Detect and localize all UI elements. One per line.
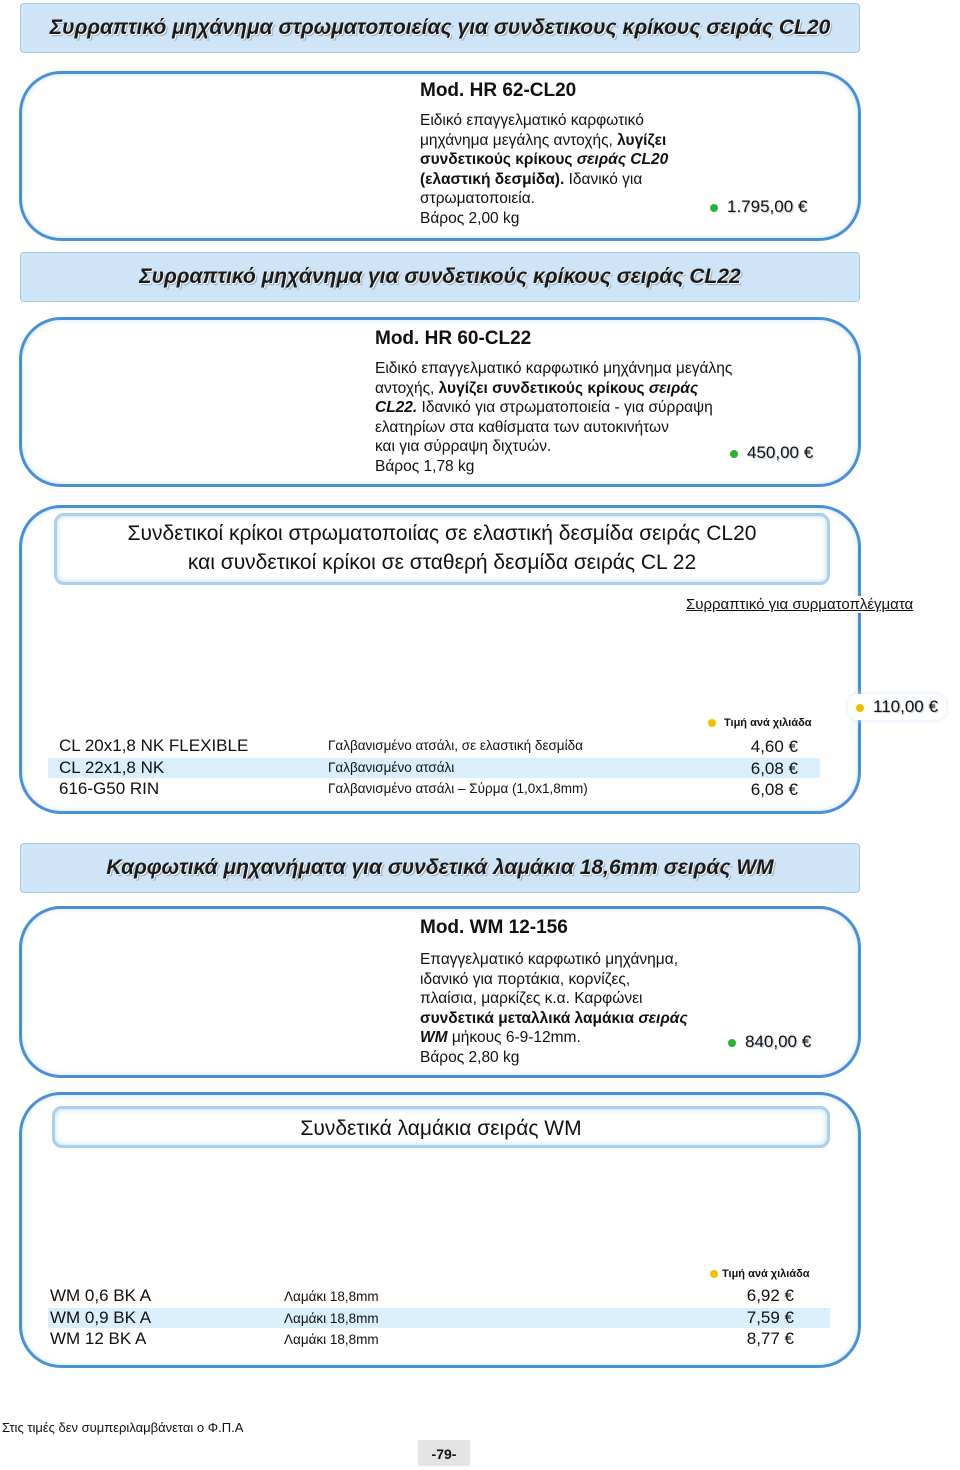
section-header-cl20-machine [20, 3, 860, 53]
product-weight: Βάρος 2,00 kg [420, 209, 520, 227]
product-model: Mod. WM 12-156 [420, 917, 568, 938]
product-price: 1.795,00 € [710, 197, 807, 217]
product-description: Επαγγελματικό καρφωτικό μηχάνημα, ιδανικό για πορτάκια, κορνίζες, πλαίσια, μαρκίζες κ.α. Καρφώνει συνδετικά μεταλλικά λαμάκια σειράς WM μήκους 6-9-12mm. Βάρος 2,80 kg [420, 950, 730, 1067]
bullet-icon [708, 719, 716, 727]
clips-header [52, 1106, 830, 1148]
section-header-wm-machine [20, 843, 860, 893]
table-row: 616-G50 RIN Γαλβανισμένο ατσάλι – Σύρμα (1,0x1,8mm) 6,08 € [59, 779, 798, 799]
product-weight: Βάρος 2,80 kg [420, 1048, 520, 1066]
bullet-icon [728, 1039, 736, 1047]
bullet-icon [856, 704, 864, 712]
section-title: Συρραπτικό μηχάνημα στρωματοποιείας για συνδετικους κρίκους σειράς CL20 [49, 16, 831, 39]
section-title: Καρφωτικά μηχανήματα για συνδετικά λαμάκια 18,6mm σειράς WM [106, 856, 774, 879]
vat-note: Στις τιμές δεν συμπεριλαμβάνεται ο Φ.Π.Α [2, 1420, 244, 1435]
table-row: WM 0,9 BK A Λαμάκι 18,8mm 7,59 € [48, 1308, 830, 1328]
product-price: 840,00 € [728, 1032, 811, 1052]
wire-mesh-stapler-link[interactable]: Συρραπτικό για συρματοπλέγματα [686, 596, 914, 613]
bullet-icon [710, 204, 718, 212]
price-per-thousand-header: Τιμή ανά χιλιάδα [710, 1268, 810, 1280]
rings-title-line1: Συνδετικοί κρίκοι στρωματοποιίας σε ελαστική δεσμίδα σειράς CL20 [127, 522, 757, 545]
rings-title-line2: και συνδετικοί κρίκοι σε σταθερή δεσμίδα σειράς CL 22 [187, 551, 697, 574]
section-title: Συρραπτικό μηχάνημα για συνδετικούς κρίκους σειράς CL22 [139, 265, 741, 288]
price-per-thousand-header: Τιμή ανά χιλιάδα [708, 717, 812, 729]
product-price: 450,00 € [730, 443, 813, 463]
section-header-cl22-machine [20, 252, 860, 302]
product-model: Mod. HR 60-CL22 [375, 328, 532, 349]
product-weight: Βάρος 1,78 kg [375, 457, 475, 475]
bullet-icon [710, 1270, 718, 1278]
table-row: WM 0,6 BK A Λαμάκι 18,8mm 6,92 € [50, 1286, 794, 1305]
table-row: CL 20x1,8 NK FLEXIBLE Γαλβανισμένο ατσάλι, σε ελαστική δεσμίδα 4,60 € [59, 736, 798, 756]
table-row: WM 12 BK A Λαμάκι 18,8mm 8,77 € [50, 1329, 794, 1348]
product-model: Mod. HR 62-CL20 [420, 80, 577, 101]
rings-header [54, 513, 830, 585]
wire-mesh-stapler-price: 110,00 € [848, 694, 946, 720]
bullet-icon [730, 450, 738, 458]
table-row: CL 22x1,8 NK Γαλβανισμένο ατσάλι 6,08 € [48, 758, 820, 778]
product-description: Ειδικό επαγγελματικό καρφωτικό μηχάνημα μεγάλης αντοχής, λυγίζει συνδετικούς κρίκους σειράς CL22. Ιδανικό για στρωματοποιεία - για σύρραψη ελατηρίων στα καθίσματα των αυτοκινήτων και για σύρραψη διχτυών. Βάρος 1,78 kg [375, 359, 795, 476]
clips-title: Συνδετικά λαμάκια σειράς WM [300, 1117, 582, 1140]
product-description: Ειδικό επαγγελματικό καρφωτικό μηχάνημα μεγάλης αντοχής, λυγίζει συνδετικούς κρίκους σειράς CL20 (ελαστική δεσμίδα). Ιδανικό για στρωματοποιεία. Βάρος 2,00 kg [420, 111, 720, 228]
page-number: -79- [418, 1440, 470, 1466]
